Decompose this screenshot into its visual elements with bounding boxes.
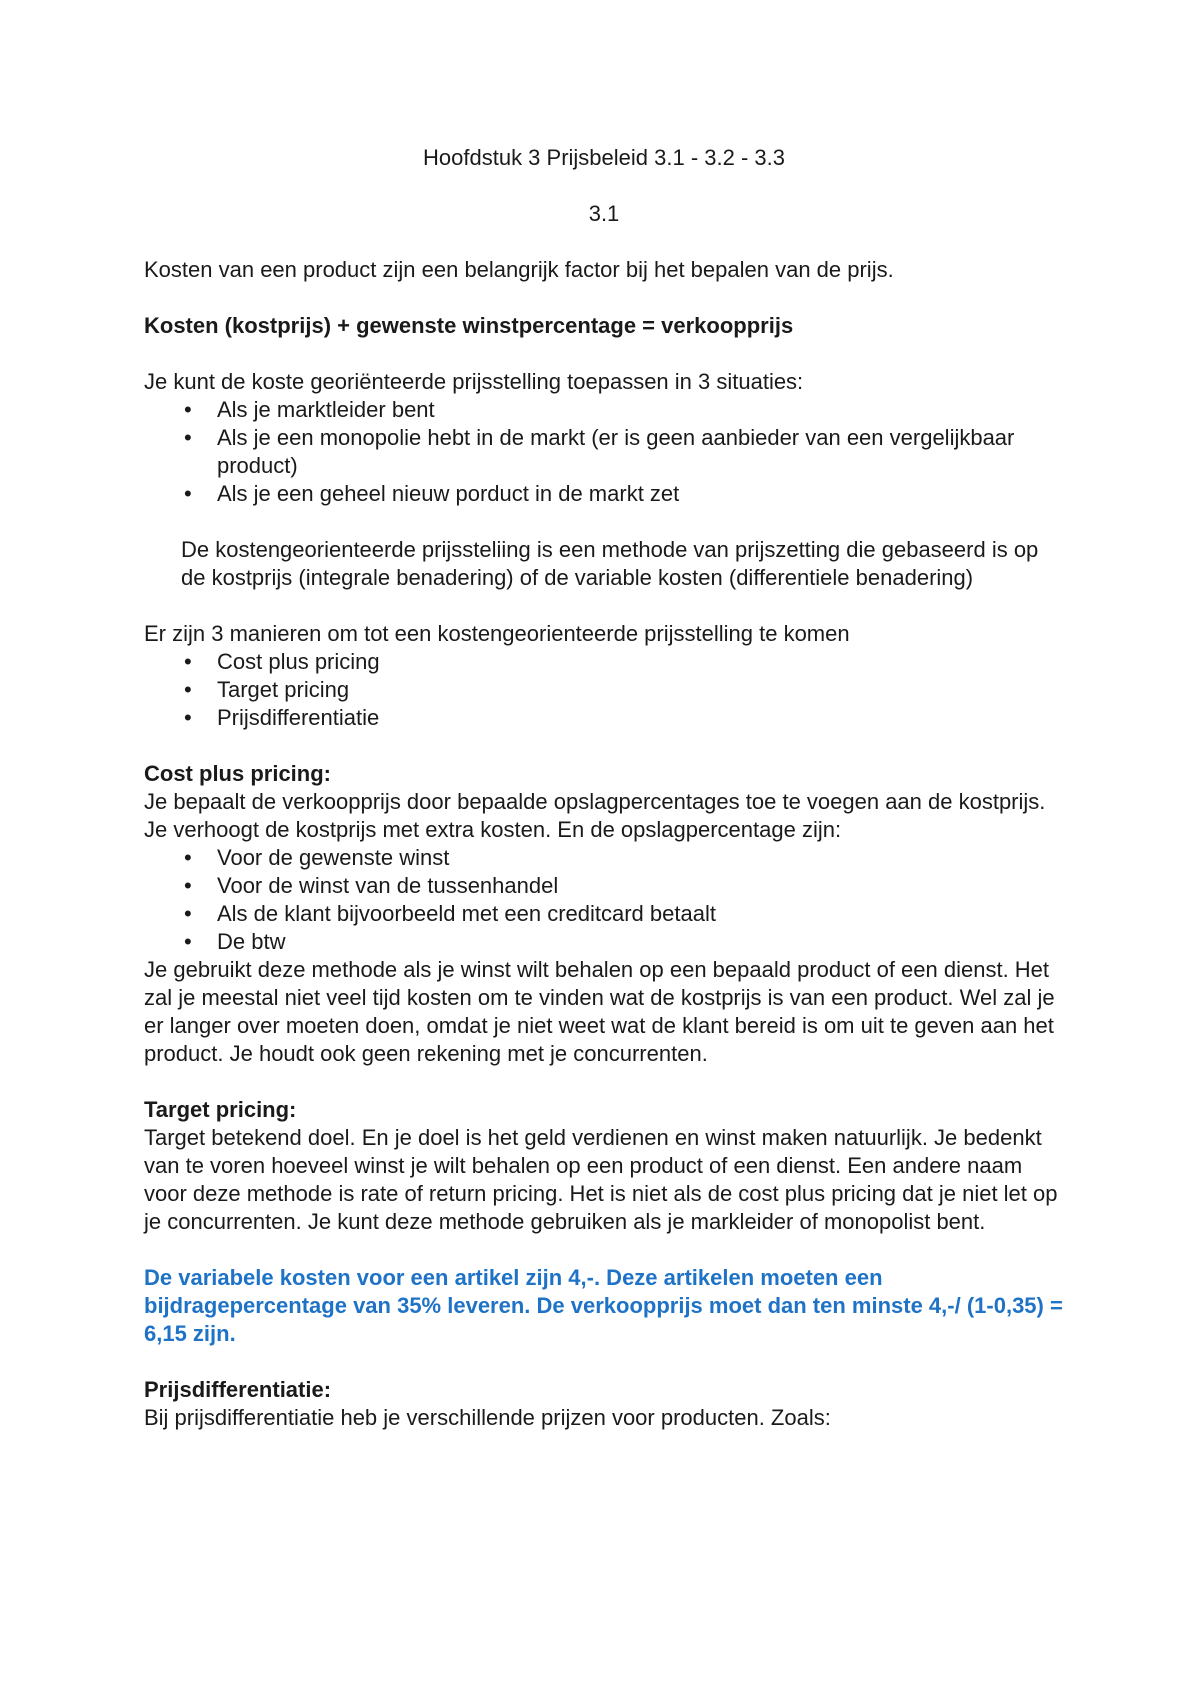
situations-lead: Je kunt de koste georiënteerde prijsstelling toepassen in 3 situaties: [144,369,804,394]
bullet-icon: • [184,649,192,674]
bullet-icon: • [184,873,192,898]
methods-lead: Er zijn 3 manieren om tot een kostengeorienteerde prijsstelling te komen [144,621,850,646]
section-number: 3.1 [588,201,620,226]
intro-paragraph: Kosten van een product zijn een belangrijk factor bij het bepalen van de prijs. [144,257,894,282]
bullet-icon: • [184,677,192,702]
bullet-icon: • [184,705,192,730]
page-title: Hoofdstuk 3 Prijsbeleid 3.1 - 3.2 - 3.3 [423,145,785,170]
bullet-icon: • [184,845,192,870]
list-item: • Als je marktleider bent [184,397,435,422]
differentiation-heading: Prijsdifferentiatie: [144,1377,332,1402]
list-item: • Prijsdifferentiatie [184,705,380,730]
bullet-icon: • [184,929,192,954]
target-example: De variabele kosten voor een artikel zijn 4,-. Deze artikelen moeten een bijdragepercentage van 35% leveren. De verkoopprijs moet dan ten minste 4,-/ (1-0,35) = 6,15 zijn. [144,1265,1063,1346]
list-item: • Als je een geheel nieuw porduct in de markt zet [184,481,680,506]
situations-list [144,396,1064,508]
differentiation-body: Bij prijsdifferentiatie heb je verschillende prijzen voor producten. Zoals: [144,1405,831,1430]
formula-line: Kosten (kostprijs) + gewenste winstpercentage = verkoopprijs [144,313,794,338]
list-item: • Voor de gewenste winst [184,845,450,870]
cost-plus-after: Je gebruikt deze methode als je winst wilt behalen op een bepaald product of een dienst. Het zal je meestal niet veel tijd kosten om te vinden wat de kostprijs is van een product. Wel zal je er langer over moeten doen, omdat je niet weet wat de klant bereid is om uit te geven aan het product. Je houdt ook geen rekening met je concurrenten. [144,957,1055,1066]
cost-plus-body: Je bepaalt de verkoopprijs door bepaalde opslagpercentages toe te voegen aan de kostprijs. Je verhoogt de kostprijs met extra kosten. En de opslagpercentage zijn: [144,789,1046,842]
bullet-icon: • [184,901,192,926]
cost-plus-heading: Cost plus pricing: [144,761,331,786]
situations-note: De kostengeorienteerde prijssteliing is een methode van prijszetting die gebaseerd is op de kostprijs (integrale benadering) of de variable kosten (differentiele benadering) [181,537,1039,590]
list-item: • Voor de winst van de tussenhandel [184,873,559,898]
list-item: • Als de klant bijvoorbeeld met een creditcard betaalt [184,901,716,926]
cost-plus-list [144,844,1064,956]
list-item: • Target pricing [184,677,350,702]
bullet-icon: • [184,397,192,422]
list-item: • Als je een monopolie hebt in de markt (er is geen aanbieder van een vergelijkbaar product) [184,425,1015,478]
bullet-icon: • [184,425,192,450]
methods-list [144,648,1064,732]
target-body: Target betekend doel. En je doel is het geld verdienen en winst maken natuurlijk. Je bedenkt van te voren hoeveel winst je wilt behalen op een product of een dienst. Een andere naam voor deze methode is rate of return pricing. Het is niet als de cost plus pricing dat je niet let op je concurrenten. Je kunt deze methode gebruiken als je markleider of monopolist bent. [144,1125,1058,1234]
list-item: • Cost plus pricing [184,649,380,674]
document-body [144,144,1064,1432]
bullet-icon: • [184,481,192,506]
target-heading: Target pricing: [144,1097,297,1122]
list-item: • De btw [184,929,286,954]
